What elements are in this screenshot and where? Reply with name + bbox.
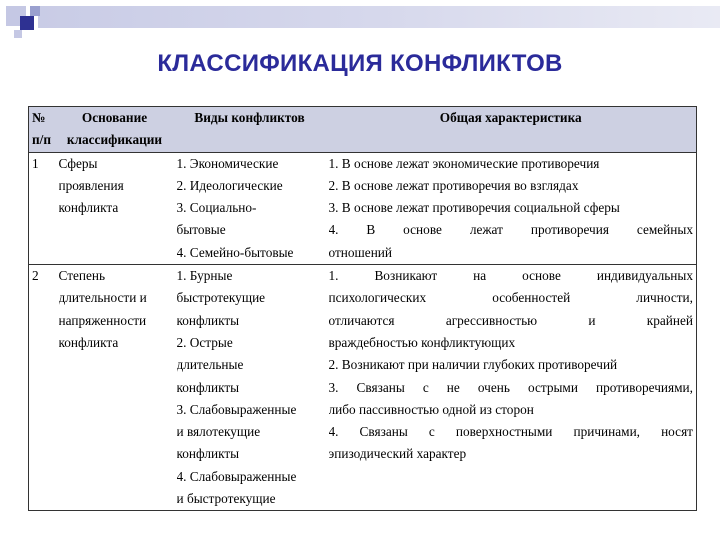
types-line: 1. Экономические <box>176 155 279 171</box>
basis-line: длительности и <box>58 290 147 306</box>
types-line: конфликты <box>176 379 240 395</box>
header-types: Виды конфликтов <box>174 107 326 153</box>
header-num-line1: № <box>32 110 46 125</box>
types-line: 3. Социально- <box>176 200 257 216</box>
header-basis <box>56 107 174 153</box>
types-line: конфликты <box>176 446 240 462</box>
characteristic-line: враждебностью конфликтующих <box>328 334 516 350</box>
header-decoration <box>0 0 720 40</box>
header-basis-line1: Основание <box>81 110 148 125</box>
deco-square-tiny <box>14 30 22 38</box>
characteristic-line: 4. Связаны с поверхностными причинами, носят <box>328 424 693 440</box>
types-line: 4. Слабовыраженные <box>176 468 297 484</box>
table-row <box>29 265 697 511</box>
characteristic-line: эпизодический характер <box>328 446 467 462</box>
basis-line: проявления <box>58 177 124 193</box>
slide-title: КЛАССИФИКАЦИЯ КОНФЛИКТОВ <box>157 50 563 77</box>
table-header-row <box>29 107 697 153</box>
header-band <box>38 6 720 28</box>
deco-square-dark <box>20 16 34 30</box>
characteristic-line: 2. В основе лежат противоречия во взглядах <box>328 177 579 193</box>
types-line: и вялотекущие <box>176 424 261 440</box>
header-basis-line2: классификации <box>66 132 163 148</box>
characteristic-line: либо пассивностью одной из сторон <box>328 401 534 417</box>
basis-line: конфликта <box>58 200 119 216</box>
header-num <box>29 107 56 153</box>
characteristic-line: 3. Связаны с не очень острыми противоречиями, <box>328 379 693 395</box>
row-num: 1 <box>29 152 56 264</box>
header-num-line2: п/п <box>32 132 52 148</box>
row-basis <box>56 152 174 264</box>
row-characteristic <box>326 152 697 264</box>
types-line: бытовые <box>176 222 226 238</box>
characteristic-line: 1. В основе лежат экономические противоречия <box>328 155 600 171</box>
row-num: 2 <box>29 265 56 511</box>
basis-line: конфликта <box>58 334 119 350</box>
types-line: 2. Острые <box>176 334 233 350</box>
types-line: и быстротекущие <box>176 491 276 507</box>
characteristic-line: отличаются агрессивностью и крайней <box>328 312 693 328</box>
basis-line: напряженности <box>58 312 147 328</box>
characteristic-line: 3. В основе лежат противоречия социальной сферы <box>328 200 620 216</box>
characteristic-line: отношений <box>328 244 393 260</box>
types-line: длительные <box>176 357 244 373</box>
basis-line: Степень <box>58 268 106 284</box>
types-line: 3. Слабовыраженные <box>176 401 297 417</box>
table-row <box>29 152 697 264</box>
row-types <box>174 265 326 511</box>
row-characteristic <box>326 265 697 511</box>
classification-table <box>28 106 697 511</box>
characteristic-line: психологических особенностей личности, <box>328 290 693 306</box>
row-types <box>174 152 326 264</box>
basis-line: Сферы <box>58 155 98 171</box>
characteristic-line: 1. Возникают на основе индивидуальных <box>328 268 693 284</box>
types-line: 2. Идеологические <box>176 177 283 193</box>
types-line: конфликты <box>176 312 240 328</box>
header-characteristic: Общая характеристика <box>326 107 697 153</box>
deco-square-small <box>30 6 40 16</box>
characteristic-line: 2. Возникают при наличии глубоких противоречий <box>328 357 618 373</box>
types-line: быстротекущие <box>176 290 266 306</box>
types-line: 1. Бурные <box>176 268 233 284</box>
types-line: 4. Семейно-бытовые <box>176 244 294 260</box>
row-basis <box>56 265 174 511</box>
characteristic-line: 4. В основе лежат противоречия семейных <box>328 222 693 238</box>
